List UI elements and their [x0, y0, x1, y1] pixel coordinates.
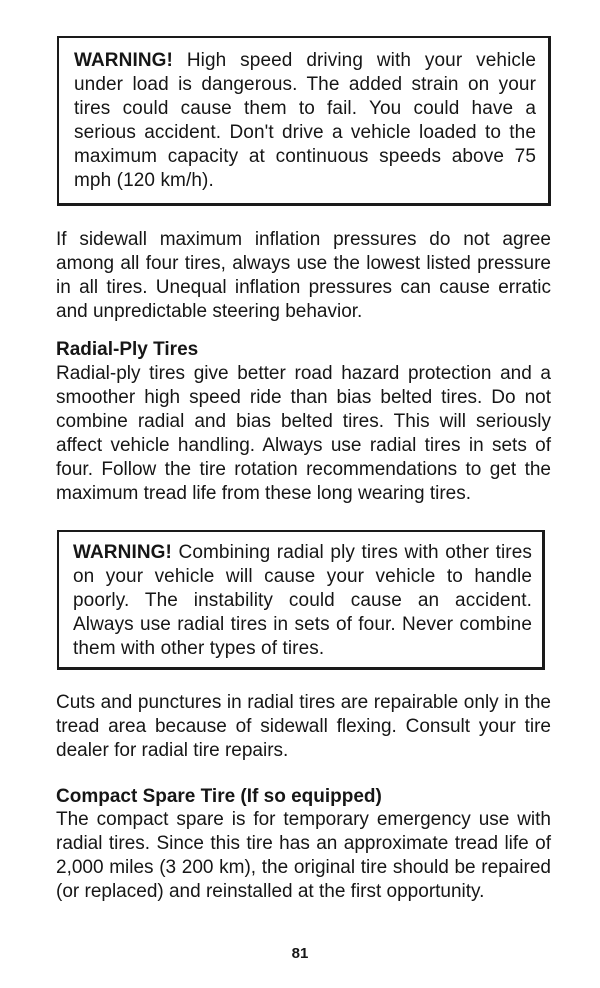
- radial-ply-paragraph: Radial-ply tires give better road hazard protection and a smoother high speed ride than bias belted tires. Do not combine radial and bias belted tires. This will seriously affect vehicle handling. Always use radial tires in sets of four. Follow the tire rotation recommendations to get the maximum tread life from these long wearing tires.: [56, 363, 551, 504]
- warning-text: Combining radial ply tires with other tires on your vehicle will cause your vehicle to handle poorly. The instability could cause an accident. Always use radial tires in sets of four. Never combine them with other types of tires.: [73, 542, 532, 659]
- warning-box-radial-combination: [57, 530, 545, 670]
- warning-label: WARNING!: [73, 542, 179, 563]
- cuts-punctures-paragraph: Cuts and punctures in radial tires are repairable only in the tread area because of sidewall flexing. Consult your tire dealer for radial tire repairs.: [56, 692, 551, 761]
- compact-spare-paragraph: The compact spare is for temporary emergency use with radial tires. Since this tire has an approximate tread life of 2,000 miles (3 200 km), the original tire should be repaired (or replaced) and reinstalled at the first opportunity.: [56, 809, 551, 902]
- page-number: 81: [291, 945, 309, 962]
- warning-box-high-speed: [57, 36, 551, 206]
- warning-label: WARNING!: [74, 50, 187, 71]
- radial-ply-heading: Radial-Ply Tires: [56, 339, 199, 360]
- warning-text: High speed driving with your vehicle under load is dangerous. The added strain on your tires could cause them to fail. You could have a serious accident. Don't drive a vehicle loaded to the maximum capacity at continuous speeds above 75 mph (120 km/h).: [74, 50, 536, 191]
- inflation-paragraph: If sidewall maximum inflation pressures do not agree among all four tires, always use the lowest listed pressure in all tires. Unequal inflation pressures can cause erratic and unpredictable steering behavior.: [56, 229, 551, 322]
- compact-spare-heading: Compact Spare Tire (If so equipped): [56, 786, 382, 807]
